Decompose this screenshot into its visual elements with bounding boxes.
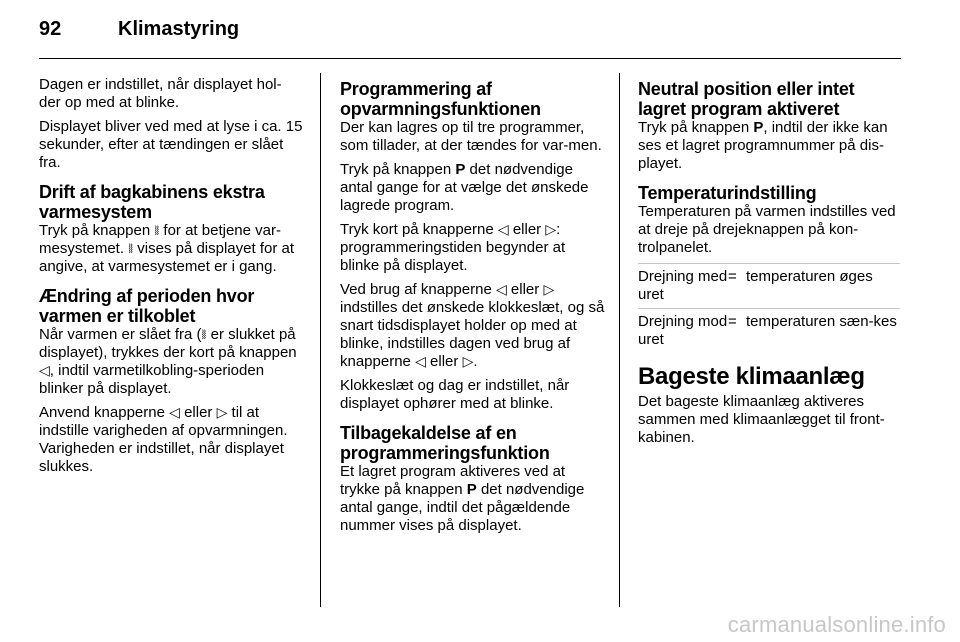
text-fragment: Når varmen er slået fra (	[39, 326, 202, 343]
paragraph-day-set: Dagen er indstillet, når displayet hol-der op med at blinke.	[39, 76, 282, 111]
left-button-icon: ◁	[169, 404, 180, 420]
column-2	[340, 79, 606, 541]
text-fragment: , indtil varmetilkobling-sperioden blinker på displayet.	[39, 362, 265, 397]
text-fragment: , indtil der ikke kan ses et lagret programnummer på dis-playet.	[638, 119, 888, 172]
column-divider-1	[320, 73, 321, 607]
page-title: Klimastyring	[118, 18, 240, 40]
definition-equals: =	[728, 313, 737, 330]
paragraph-use-buttons	[39, 404, 303, 476]
heading-change-period: Ændring af perioden hvor varmen er tilkoblet	[39, 286, 255, 326]
paragraph-time-set: Klokkeslæt og dag er indstillet, når displayet ophører med at blinke.	[340, 377, 570, 412]
paragraph-press-p	[340, 161, 606, 215]
text-fragment: Et lagret program aktiveres ved at trykke på knappen	[340, 463, 566, 498]
text-fragment: Tryk kort på knapperne	[340, 221, 494, 238]
text-fragment: til at indstille varigheden af opvarmningen. Varigheden er indstillet, når displayet slukkes.	[39, 404, 288, 475]
definition-row	[638, 268, 904, 304]
definition-text: temperaturen sæn-kes	[746, 313, 897, 330]
paragraph-rear-heater	[39, 222, 303, 276]
paragraph-change-period	[39, 326, 303, 398]
paragraph-set-time	[340, 281, 606, 371]
heater-icon: ⧚	[154, 222, 160, 238]
key-p: P	[455, 161, 466, 178]
definition-term: Drejning med uret	[638, 268, 728, 303]
left-button-icon: ◁	[495, 281, 507, 297]
text-fragment: Ved brug af knapperne	[340, 281, 492, 298]
heading-neutral: Neutral position eller intet lagret program aktiveret	[638, 79, 855, 119]
text-fragment: Anvend knapperne	[39, 404, 165, 421]
heater-icon: ⧚	[201, 326, 207, 342]
heading-rear-ac: Bageste klimaanlæg	[638, 363, 865, 390]
text-fragment: Tryk på knappen	[39, 222, 151, 239]
text-fragment: indstilles det ønskede klokkeslæt, og så snart tidsdisplayet holder op med at blinke, indstilles dagen ved brug af knapperne	[340, 299, 605, 370]
paragraph-rear-ac: Det bageste klimaanlæg aktiveres sammen med klimaanlægget til front-kabinen.	[638, 393, 885, 446]
key-p: P	[753, 119, 764, 136]
left-button-icon: ◁	[415, 353, 426, 369]
paragraph-programs: Der kan lagres op til tre programmer, som tillader, at der tændes for var-men.	[340, 119, 602, 154]
text-fragment: vises på displayet for at angive, at varmesystemet er i gang.	[39, 240, 295, 275]
paragraph-display-lit: Displayet bliver ved med at lyse i ca. 15 sekunder, efter at tændingen er slået fra.	[39, 118, 303, 171]
right-button-icon: ▷	[462, 353, 474, 369]
definition-list	[638, 263, 904, 349]
text-fragment: det nødvendige antal gange, indtil det pågældende nummer vises på displayet.	[340, 481, 585, 534]
text-fragment: .	[473, 353, 478, 370]
right-button-icon: ▷	[543, 281, 555, 297]
paragraph-neutral	[638, 119, 904, 173]
heading-recall: Tilbagekaldelse af en programmeringsfunktion	[340, 423, 550, 463]
heater-icon: ⧚	[128, 240, 134, 256]
right-button-icon: ▷	[545, 221, 557, 237]
column-1	[39, 76, 303, 482]
definition-text: temperaturen øges	[746, 268, 873, 285]
definition-separator	[638, 263, 900, 264]
definition-term: Drejning mod uret	[638, 313, 728, 348]
header-rule	[39, 58, 901, 59]
text-fragment: Tryk på knappen	[638, 119, 750, 136]
paragraph-temperature: Temperaturen på varmen indstilles ved at dreje på drejeknappen på kon-trolpanelet.	[638, 203, 896, 256]
heading-temperature: Temperaturindstilling	[638, 183, 817, 203]
watermark: carmanualsonline.info	[727, 612, 946, 637]
text-fragment: : programmeringstiden begynder at blinke på displayet.	[340, 221, 566, 274]
left-button-icon: ◁	[497, 221, 509, 237]
text-fragment: er slukket på displayet), trykkes der kort på knappen	[39, 326, 297, 361]
text-fragment: for at betjene var-mesystemet.	[39, 222, 281, 257]
key-p: P	[466, 481, 477, 498]
column-divider-2	[619, 73, 620, 607]
heading-programming: Programmering af opvarmningsfunktionen	[340, 79, 541, 119]
left-button-icon: ◁	[39, 362, 50, 378]
heading-rear-heater: Drift af bagkabinens ekstra varmesystem	[39, 182, 265, 222]
paragraph-press-short	[340, 221, 606, 275]
text-fragment: eller	[430, 353, 459, 370]
definition-row	[638, 313, 904, 349]
definition-separator	[638, 308, 900, 309]
page-number: 92	[39, 18, 62, 40]
text-fragment: det nødvendige antal gange for at vælge det ønskede lagrede program.	[340, 161, 589, 214]
right-button-icon: ▷	[216, 404, 228, 420]
definition-equals: =	[728, 268, 737, 285]
text-fragment: Tryk på knappen	[340, 161, 452, 178]
paragraph-recall	[340, 463, 606, 535]
text-fragment: eller	[184, 404, 213, 421]
text-fragment: eller	[512, 221, 542, 238]
text-fragment: eller	[510, 281, 540, 298]
column-3	[638, 79, 904, 453]
